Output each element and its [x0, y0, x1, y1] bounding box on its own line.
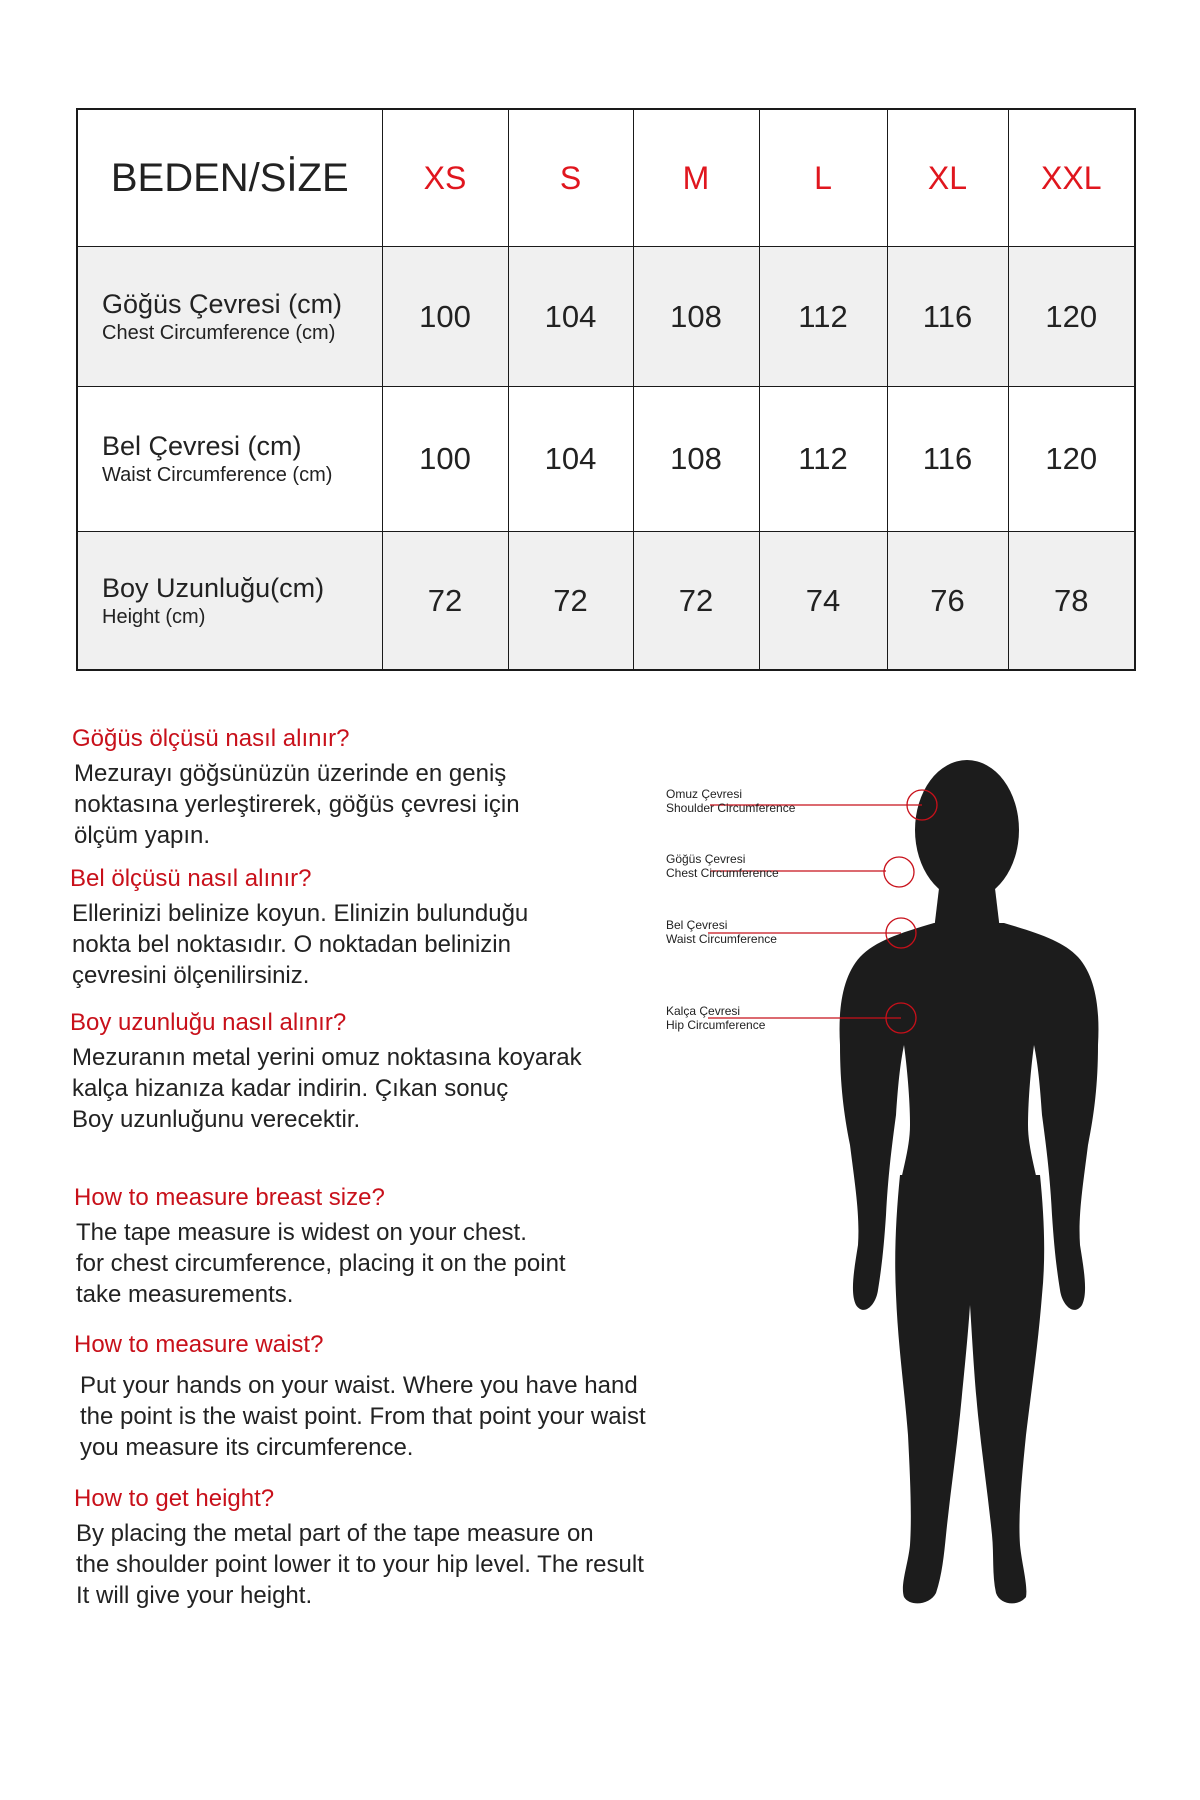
- instruction-answer: Mezurayı göğsünüzün üzerinde en geniş noktasına yerleştirerek, göğüs çevresi için ölçüm yapın.: [74, 760, 520, 849]
- waist-label: [77, 387, 382, 532]
- chest-label-tr: Göğüs Çevresi (cm): [102, 288, 343, 319]
- callout-waist-en: Waist Circumference: [666, 932, 777, 946]
- height-label-tr: Boy Uzunluğu(cm): [102, 572, 325, 603]
- chest-label-en: Chest Circumference (cm): [102, 321, 336, 344]
- height-value: 76: [887, 532, 1008, 671]
- instruction-question: How to measure waist?: [74, 1331, 324, 1358]
- chest-row: [77, 247, 1135, 387]
- height-value: 78: [1008, 532, 1135, 671]
- size-xl: XL: [887, 109, 1008, 247]
- height-label: [77, 532, 382, 671]
- instruction-question: Boy uzunluğu nasıl alınır?: [70, 1009, 347, 1036]
- height-value: 72: [508, 532, 633, 671]
- size-header-label: BEDEN/SİZE: [77, 109, 382, 247]
- instruction-question: How to get height?: [74, 1485, 275, 1512]
- measurement-figure: [660, 745, 1180, 1625]
- size-xs: XS: [382, 109, 508, 247]
- callout-waist-tr: Bel Çevresi: [666, 918, 728, 932]
- height-value: 72: [633, 532, 759, 671]
- height-label-en: Height (cm): [102, 605, 206, 628]
- instruction-question: How to measure breast size?: [74, 1184, 385, 1211]
- instruction-answer: By placing the metal part of the tape measure on the shoulder point lower it to your hip level. The result It will give your height.: [76, 1520, 644, 1609]
- height-value: 74: [759, 532, 887, 671]
- instruction-chest-tr: [72, 724, 692, 851]
- instruction-chest-en: [74, 1183, 694, 1310]
- instruction-answer: Mezuranın metal yerini omuz noktasına koyarak kalça hizanıza kadar indirin. Çıkan sonuç Boy uzunluğunu verecektir.: [72, 1044, 582, 1133]
- instruction-answer: Ellerinizi belinize koyun. Elinizin bulunduğu nokta bel noktasıdır. O noktadan belinizin çevresini ölçenilirsiniz.: [72, 900, 529, 989]
- callout-chest: [666, 852, 779, 880]
- waist-value: 104: [508, 387, 633, 532]
- chest-value: 108: [633, 247, 759, 387]
- waist-value: 100: [382, 387, 508, 532]
- callout-shoulder-en: Shoulder Circumference: [666, 801, 796, 815]
- waist-row: [77, 387, 1135, 532]
- callout-hip-tr: Kalça Çevresi: [666, 1004, 741, 1018]
- instruction-answer: The tape measure is widest on your chest. for chest circumference, placing it on the point take measurements.: [76, 1219, 566, 1308]
- callout-chest-tr: Göğüs Çevresi: [666, 852, 746, 866]
- instruction-waist-en: [74, 1330, 714, 1463]
- waist-value: 108: [633, 387, 759, 532]
- waist-value: 120: [1008, 387, 1135, 532]
- instruction-question: Bel ölçüsü nasıl alınır?: [70, 865, 312, 892]
- instruction-question: Göğüs ölçüsü nasıl alınır?: [72, 725, 350, 752]
- chest-value: 100: [382, 247, 508, 387]
- size-xxl: XXL: [1008, 109, 1135, 247]
- instruction-waist-tr: [70, 864, 690, 991]
- size-header-row: [77, 109, 1135, 247]
- size-m: M: [633, 109, 759, 247]
- chest-value: 116: [887, 247, 1008, 387]
- callout-hip: [666, 1004, 765, 1032]
- size-chart-table: [76, 108, 1136, 671]
- waist-value: 112: [759, 387, 887, 532]
- callout-shoulder: [666, 787, 795, 815]
- height-row: [77, 532, 1135, 671]
- chest-label: [77, 247, 382, 387]
- instruction-answer: Put your hands on your waist. Where you have hand the point is the waist point. From that point your waist you measure its circumference.: [80, 1372, 646, 1461]
- waist-label-en: Waist Circumference (cm): [102, 464, 333, 486]
- size-s: S: [508, 109, 633, 247]
- callout-shoulder-tr: Omuz Çevresi: [666, 787, 743, 801]
- waist-label-tr: Bel Çevresi (cm): [102, 431, 302, 461]
- chest-value: 112: [759, 247, 887, 387]
- waist-value: 116: [887, 387, 1008, 532]
- instruction-height-en: [74, 1484, 714, 1611]
- size-l: L: [759, 109, 887, 247]
- chest-value: 120: [1008, 247, 1135, 387]
- instruction-height-tr: [70, 1008, 690, 1135]
- height-value: 72: [382, 532, 508, 671]
- chest-value: 104: [508, 247, 633, 387]
- callout-hip-en: Hip Circumference: [666, 1018, 766, 1032]
- callout-chest-en: Chest Circumference: [666, 866, 779, 880]
- callout-waist: [666, 918, 777, 946]
